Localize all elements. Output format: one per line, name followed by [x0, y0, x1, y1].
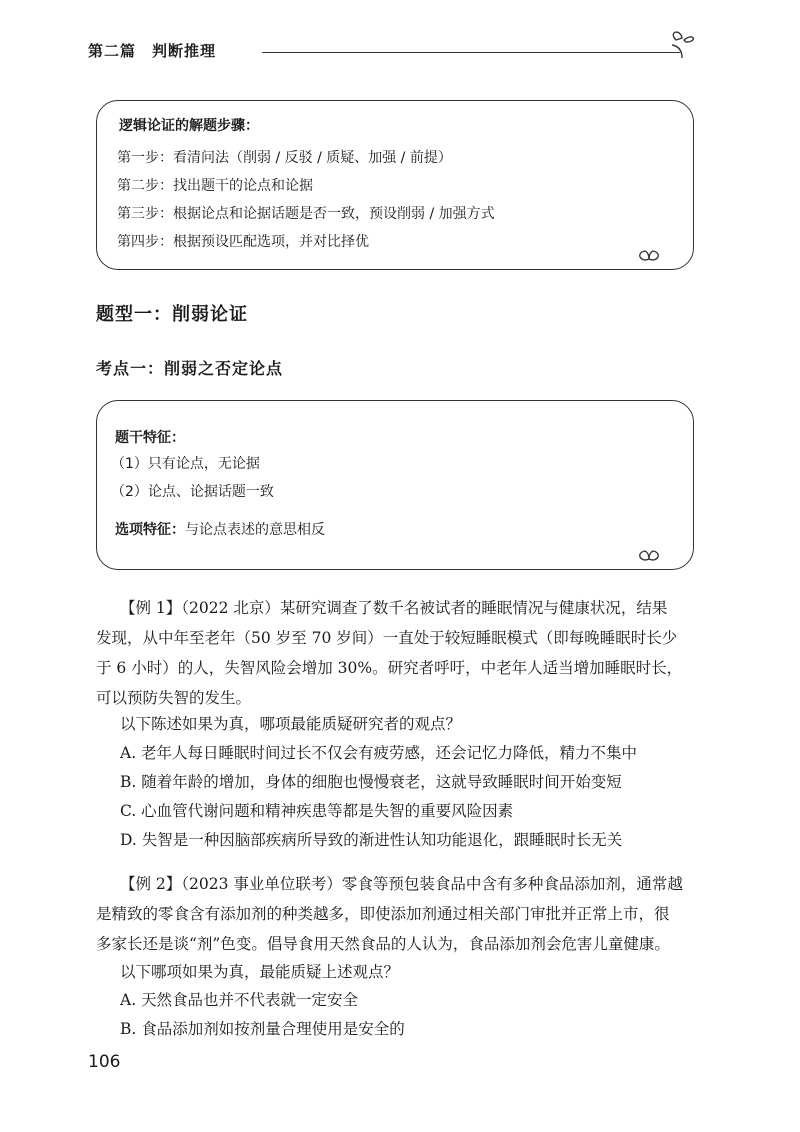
subsection-title: 考点一：削弱之否定论点: [96, 359, 284, 378]
example1-line: 【例 1】（2022 北京）某研究调查了数千名被试者的睡眠情况与健康状况，结果: [120, 599, 668, 617]
leaf-icon: [635, 247, 663, 263]
stem-feature-item: （2）论点、论据话题一致: [111, 484, 274, 500]
example1-option: C. 心血管代谢问题和精神疾患等都是失智的重要风险因素: [120, 802, 514, 820]
example2-line: 【例 2】（2023 事业单位联考）零食等预包装食品中含有多种食品添加剂，通常越: [120, 875, 683, 893]
example1-line: 发现，从中年至老年（50 岁至 70 岁间）一直处于较短睡眠模式（即每晚睡眠时长少: [96, 629, 678, 647]
example2-question: 以下哪项如果为真，最能质疑上述观点？: [120, 963, 400, 981]
sprout-icon: [664, 28, 700, 58]
option-feature-label: 选项特征：: [115, 522, 185, 538]
stem-feature-label: 题干特征：: [115, 430, 185, 446]
features-box: [96, 400, 694, 570]
page-number: 106: [88, 1052, 121, 1072]
solving-steps-box: [96, 100, 694, 270]
step-item: 第四步：根据预设匹配选项，并对比择优: [117, 234, 369, 250]
example1-option: A. 老年人每日睡眠时间过长不仅会有疲劳感，还会记忆力降低，精力不集中: [120, 744, 638, 762]
example1-option: B. 随着年龄的增加，身体的细胞也慢慢衰老，这就导致睡眠时间开始变短: [120, 773, 622, 791]
example2-line: 是精致的零食含有添加剂的种类越多，即使添加剂通过相关部门审批并正常上市，很: [96, 905, 670, 923]
example1-line: 可以预防失智的发生。: [96, 689, 252, 707]
example2-option: B. 食品添加剂如按剂量合理使用是安全的: [120, 1020, 405, 1038]
leaf-icon: [635, 547, 663, 563]
step-item: 第二步：找出题干的论点和论据: [117, 178, 313, 194]
example1-option: D. 失智是一种因脑部疾病所导致的渐进性认知功能退化，跟睡眠时长无关: [120, 831, 623, 849]
example1-line: 于 6 小时）的人，失智风险会增加 30%。研究者呼吁，中老年人适当增加睡眠时长，: [96, 659, 683, 677]
header-divider: [262, 52, 680, 53]
step-item: 第三步：根据论点和论据话题是否一致，预设削弱 / 加强方式: [117, 206, 495, 222]
example2-line: 多家长还是谈“剂”色变。倡导食用天然食品的人认为，食品添加剂会危害儿童健康。: [96, 935, 670, 953]
example1-question: 以下陈述如果为真，哪项最能质疑研究者的观点？: [120, 715, 462, 733]
option-feature: [115, 519, 325, 539]
example2-option: A. 天然食品也并不代表就一定安全: [120, 991, 359, 1009]
section-title: 题型一：削弱论证: [96, 304, 248, 325]
stem-feature-item: （1）只有论点，无论据: [111, 456, 260, 472]
option-feature-text: 与论点表述的意思相反: [185, 522, 325, 538]
steps-title: 逻辑论证的解题步骤：: [119, 118, 259, 134]
step-item: 第一步：看清问法（削弱 / 反驳 / 质疑、加强 / 前提）: [117, 150, 452, 166]
chapter-header: 第二篇 判断推理: [88, 42, 217, 60]
